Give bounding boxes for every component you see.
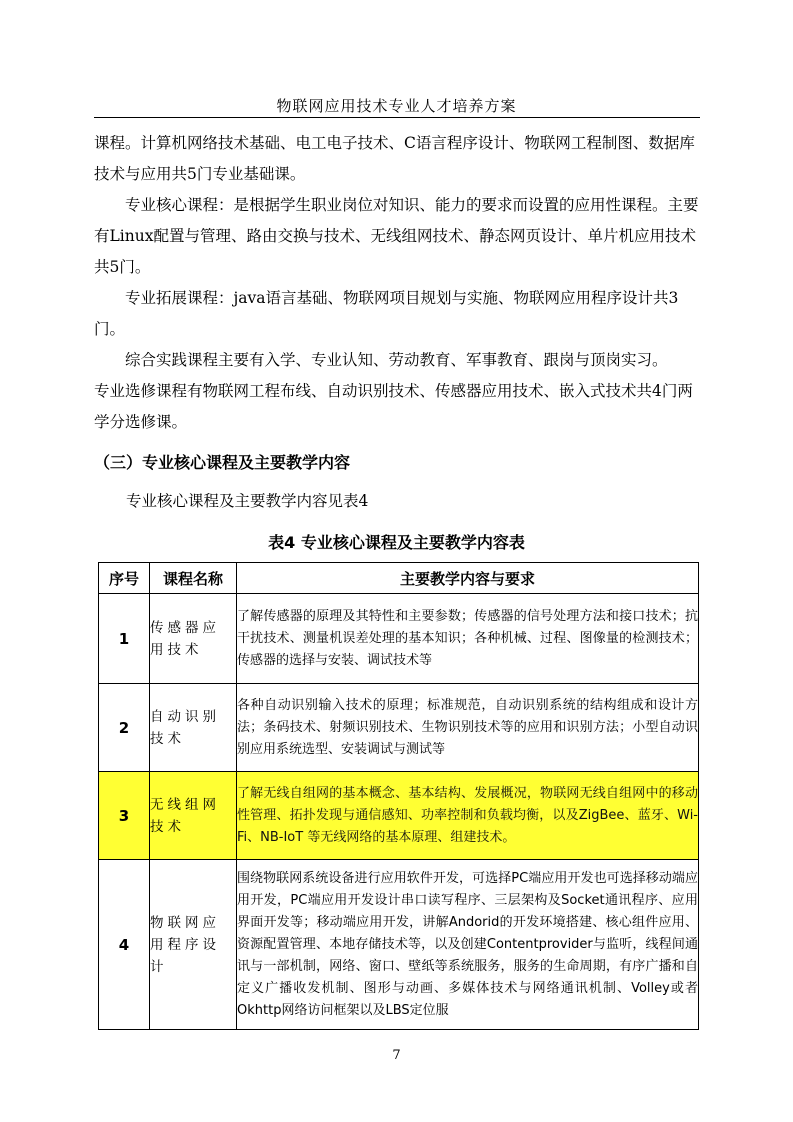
section-heading: （三）专业核心课程及主要教学内容 [94, 453, 351, 472]
header-content: 主要教学内容与要求 [237, 563, 699, 594]
row-course-name: 传感器应用技术 [150, 594, 237, 684]
body-text [94, 128, 700, 438]
table-header-row [99, 563, 699, 594]
row-seq: 4 [99, 860, 150, 1030]
table-row-highlighted [99, 772, 699, 860]
row-seq: 3 [99, 772, 150, 860]
row-course-name: 无线组网技术 [150, 772, 237, 860]
table-row [99, 594, 699, 684]
row-content: 了解无线自组网的基本概念、基本结构、发展概况，物联网无线自组网中的移动性管理、拓扑发现与通信感知、功率控制和负载均衡，以及ZigBee、蓝牙、Wi-Fi、NB-IoT 等无线网络的基本原理、组建技术。 [237, 772, 699, 860]
row-seq: 1 [99, 594, 150, 684]
paragraph-core-courses: 专业核心课程：是根据学生职业岗位对知识、能力的要求而设置的应用性课程。主要有Linux配置与管理、路由交换与技术、无线组网技术、静态网页设计、单片机应用技术共5门。 [94, 196, 699, 276]
table-row [99, 860, 699, 1030]
header-course-name: 课程名称 [150, 563, 237, 594]
row-content: 围绕物联网系统设备进行应用软件开发，可选择PC端应用开发也可选择移动端应用开发，PC端应用开发设计串口读写程序、三层架构及Socket通讯程序、应用界面开发等；移动端应用开发，讲解Andorid的开发环境搭建、核心组件应用、资源配置管理、本地存储技术等，以及创建Contentprovider与监听，线程间通讯与一部机制，网络、窗口、壁纸等系统服务，服务的生命周期，有序广播和自定义广播收发机制、图形与动画、多媒体技术与网络通讯机制、Volley或者Okhttp网络访问框架以及LBS定位服 [237, 860, 699, 1030]
row-course-name: 物联网应用程序设计 [150, 860, 237, 1030]
page-number: 7 [392, 1048, 401, 1063]
table-caption: 表4 专业核心课程及主要教学内容表 [268, 533, 525, 552]
section-intro: 专业核心课程及主要教学内容见表4 [126, 492, 369, 510]
table-row [99, 684, 699, 772]
paragraph-extension-courses: 专业拓展课程：java语言基础、物联网项目规划与实施、物联网应用程序设计共3门。 [94, 289, 679, 338]
header-seq: 序号 [99, 563, 150, 594]
page-header-title: 物联网应用技术专业人才培养方案 [276, 97, 517, 115]
row-seq: 2 [99, 684, 150, 772]
paragraph-elective-courses: 专业选修课程有物联网工程布线、自动识别技术、传感器应用技术、嵌入式技术共4门两学分选修课。 [94, 382, 693, 431]
row-course-name: 自动识别技术 [150, 684, 237, 772]
paragraph-foundation-courses: 课程。计算机网络技术基础、电工电子技术、C语言程序设计、物联网工程制图、数据库技术与应用共5门专业基础课。 [94, 134, 695, 183]
row-content: 各种自动识别输入技术的原理；标准规范，自动识别系统的结构组成和设计方法；条码技术、射频识别技术、生物识别技术等的应用和识别方法；小型自动识别应用系统选型、安装调试与测试等 [237, 684, 699, 772]
header-rule [94, 117, 700, 118]
core-course-table [98, 562, 699, 1030]
row-content: 了解传感器的原理及其特性和主要参数；传感器的信号处理方法和接口技术；抗干扰技术、测量机误差处理的基本知识；各种机械、过程、图像量的检测技术；传感器的选择与安装、调试技术等 [237, 594, 699, 684]
paragraph-practice-courses: 综合实践课程主要有入学、专业认知、劳动教育、军事教育、跟岗与顶岗实习。 [125, 351, 668, 369]
